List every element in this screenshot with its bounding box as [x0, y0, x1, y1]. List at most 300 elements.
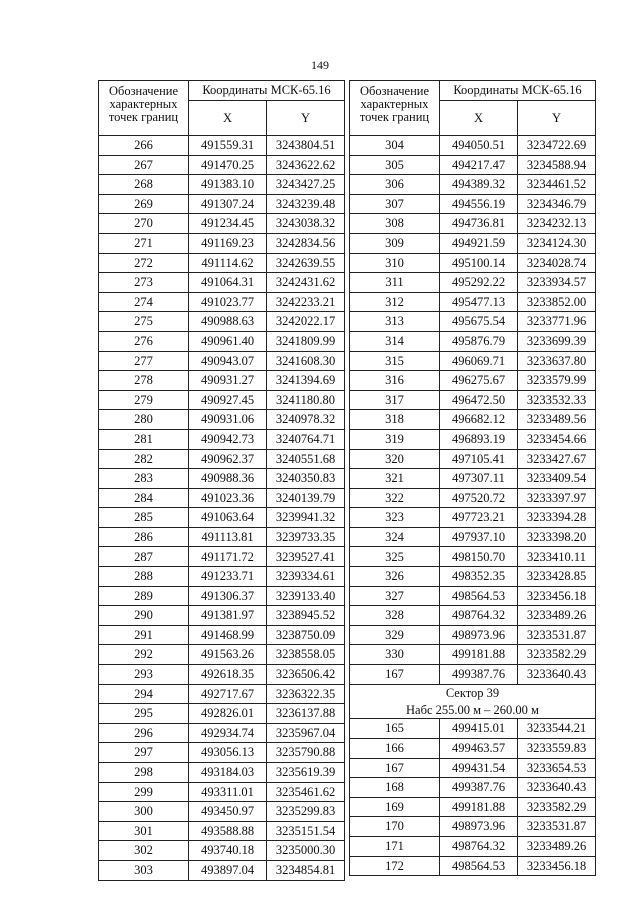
- y-coordinate-cell: 3233640.43: [518, 778, 596, 798]
- point-id-cell: 311: [350, 273, 440, 293]
- x-coordinate-cell: 491563.26: [189, 645, 267, 665]
- table-row: [350, 233, 596, 253]
- point-id-cell: 296: [99, 723, 189, 743]
- table-row: [350, 194, 596, 214]
- point-id-cell: 301: [99, 821, 189, 841]
- table-row: [99, 586, 345, 606]
- y-coordinate-cell: 3242233.21: [267, 292, 345, 312]
- table-row: [350, 586, 596, 606]
- point-id-cell: 166: [350, 738, 440, 758]
- table-row: [99, 763, 345, 783]
- table-row: [99, 175, 345, 195]
- table-row: [99, 841, 345, 861]
- x-coordinate-cell: 498564.53: [440, 586, 518, 606]
- y-coordinate-cell: 3233582.29: [518, 645, 596, 665]
- x-coordinate-cell: 494736.81: [440, 214, 518, 234]
- y-coordinate-cell: 3233397.97: [518, 488, 596, 508]
- y-coordinate-cell: 3242022.17: [267, 312, 345, 332]
- point-id-cell: 300: [99, 802, 189, 822]
- x-coordinate-cell: 491171.72: [189, 547, 267, 567]
- y-coordinate-cell: 3238945.52: [267, 606, 345, 626]
- x-coordinate-cell: 491169.23: [189, 233, 267, 253]
- table-row: [350, 665, 596, 685]
- x-coordinate-cell: 490942.73: [189, 429, 267, 449]
- x-coordinate-cell: 497105.41: [440, 449, 518, 469]
- point-id-cell: 329: [350, 625, 440, 645]
- sector-height-range: Набс 255.00 м – 260.00 м: [406, 702, 539, 717]
- point-id-cell: 272: [99, 253, 189, 273]
- point-id-cell: 274: [99, 292, 189, 312]
- x-coordinate-cell: 493450.97: [189, 802, 267, 822]
- table-row: [350, 567, 596, 587]
- table-row: [99, 782, 345, 802]
- sector-title: Сектор 39: [445, 685, 500, 700]
- x-coordinate-cell: 499181.88: [440, 645, 518, 665]
- x-coordinate-cell: 491559.31: [189, 136, 267, 156]
- point-id-cell: 171: [350, 836, 440, 856]
- y-coordinate-cell: 3233852.00: [518, 292, 596, 312]
- point-id-cell: 169: [350, 797, 440, 817]
- table-row: [350, 331, 596, 351]
- point-id-cell: 270: [99, 214, 189, 234]
- y-coordinate-cell: 3233934.57: [518, 273, 596, 293]
- point-id-cell: 320: [350, 449, 440, 469]
- table-row: [350, 738, 596, 758]
- y-coordinate-cell: 3233427.67: [518, 449, 596, 469]
- x-coordinate-cell: 491023.77: [189, 292, 267, 312]
- point-id-cell: 325: [350, 547, 440, 567]
- y-coordinate-cell: 3238558.05: [267, 645, 345, 665]
- table-row: [350, 273, 596, 293]
- point-id-cell: 294: [99, 684, 189, 704]
- x-coordinate-cell: 498352.35: [440, 567, 518, 587]
- x-coordinate-cell: 490931.06: [189, 410, 267, 430]
- y-coordinate-cell: 3233410.11: [518, 547, 596, 567]
- coordinates-table-left: [98, 80, 345, 881]
- x-coordinate-cell: 491381.97: [189, 606, 267, 626]
- y-coordinate-cell: 3239733.35: [267, 527, 345, 547]
- point-id-cell: 312: [350, 292, 440, 312]
- x-coordinate-cell: 497520.72: [440, 488, 518, 508]
- x-coordinate-cell: 492618.35: [189, 665, 267, 685]
- x-coordinate-cell: 491063.64: [189, 508, 267, 528]
- table-row: [99, 645, 345, 665]
- y-coordinate-cell: 3233640.43: [518, 665, 596, 685]
- page-number: 149: [311, 58, 329, 72]
- y-coordinate-cell: 3235967.04: [267, 723, 345, 743]
- x-coordinate-cell: 499431.54: [440, 758, 518, 778]
- table-row: [350, 429, 596, 449]
- table-row: [350, 719, 596, 739]
- table-row: [99, 821, 345, 841]
- y-coordinate-cell: 3243038.32: [267, 214, 345, 234]
- point-id-cell: 302: [99, 841, 189, 861]
- y-coordinate-cell: 3235790.88: [267, 743, 345, 763]
- table-row: [99, 704, 345, 724]
- x-coordinate-cell: 499463.57: [440, 738, 518, 758]
- table-row: [99, 253, 345, 273]
- table-row: [99, 606, 345, 626]
- x-coordinate-cell: 492826.01: [189, 704, 267, 724]
- point-id-cell: 313: [350, 312, 440, 332]
- point-id-cell: 291: [99, 625, 189, 645]
- table-row: [350, 856, 596, 876]
- point-id-cell: 292: [99, 645, 189, 665]
- y-coordinate-cell: 3240978.32: [267, 410, 345, 430]
- point-id-cell: 322: [350, 488, 440, 508]
- point-id-cell: 321: [350, 469, 440, 489]
- table-row: [99, 684, 345, 704]
- table-row: [99, 214, 345, 234]
- y-coordinate-cell: 3240139.79: [267, 488, 345, 508]
- point-id-cell: 298: [99, 763, 189, 783]
- coord-system-header: Координаты МСК-65.16: [189, 81, 345, 101]
- coord-system-header: Координаты МСК-65.16: [440, 81, 596, 101]
- point-id-cell: 167: [350, 758, 440, 778]
- point-id-cell: 283: [99, 469, 189, 489]
- table-row: [350, 625, 596, 645]
- table-row: [99, 743, 345, 763]
- point-id-cell: 271: [99, 233, 189, 253]
- table-row: [99, 547, 345, 567]
- table-row: [350, 136, 596, 156]
- table-row: [350, 508, 596, 528]
- designation-header: Обозначение характерных точек границ: [350, 81, 440, 136]
- y-coordinate-cell: 3241809.99: [267, 331, 345, 351]
- y-coordinate-cell: 3241394.69: [267, 371, 345, 391]
- table-row: [350, 371, 596, 391]
- table-row: [350, 797, 596, 817]
- right-table-body: [350, 136, 596, 685]
- point-id-cell: 266: [99, 136, 189, 156]
- x-coordinate-cell: 496275.67: [440, 371, 518, 391]
- y-coordinate-cell: 3234461.52: [518, 175, 596, 195]
- table-row: [99, 292, 345, 312]
- y-coordinate-cell: 3235151.54: [267, 821, 345, 841]
- y-coordinate-cell: 3233489.26: [518, 606, 596, 626]
- point-id-cell: 172: [350, 856, 440, 876]
- y-coordinate-cell: 3233428.85: [518, 567, 596, 587]
- point-id-cell: 315: [350, 351, 440, 371]
- point-id-cell: 293: [99, 665, 189, 685]
- y-coordinate-cell: 3243427.25: [267, 175, 345, 195]
- y-coordinate-cell: 3233489.26: [518, 836, 596, 856]
- point-id-cell: 280: [99, 410, 189, 430]
- x-coordinate-cell: 497307.11: [440, 469, 518, 489]
- x-coordinate-cell: 491113.81: [189, 527, 267, 547]
- x-coordinate-cell: 498564.53: [440, 856, 518, 876]
- y-coordinate-cell: 3234232.13: [518, 214, 596, 234]
- table-row: [99, 194, 345, 214]
- x-coordinate-cell: 498973.96: [440, 817, 518, 837]
- point-id-cell: 282: [99, 449, 189, 469]
- x-coordinate-cell: 490962.37: [189, 449, 267, 469]
- x-coordinate-cell: 491307.24: [189, 194, 267, 214]
- y-coordinate-cell: 3233559.83: [518, 738, 596, 758]
- y-coordinate-cell: 3236322.35: [267, 684, 345, 704]
- y-coordinate-cell: 3239334.61: [267, 567, 345, 587]
- point-id-cell: 314: [350, 331, 440, 351]
- y-coordinate-cell: 3238750.09: [267, 625, 345, 645]
- point-id-cell: 303: [99, 860, 189, 880]
- x-coordinate-cell: 498973.96: [440, 625, 518, 645]
- x-coordinate-cell: 495100.14: [440, 253, 518, 273]
- sector-table-body: [350, 719, 596, 876]
- point-id-cell: 299: [99, 782, 189, 802]
- y-coordinate-cell: 3240551.68: [267, 449, 345, 469]
- point-id-cell: 304: [350, 136, 440, 156]
- y-coordinate-cell: 3242431.62: [267, 273, 345, 293]
- x-coordinate-cell: 492717.67: [189, 684, 267, 704]
- point-id-cell: 288: [99, 567, 189, 587]
- x-coordinate-cell: 495675.54: [440, 312, 518, 332]
- table-row: [99, 312, 345, 332]
- table-row: [99, 723, 345, 743]
- table-row: [350, 155, 596, 175]
- y-coordinate-cell: 3233532.33: [518, 390, 596, 410]
- table-row: [350, 817, 596, 837]
- y-coordinate-cell: 3234854.81: [267, 860, 345, 880]
- table-row: [350, 645, 596, 665]
- y-coordinate-cell: 3235000.30: [267, 841, 345, 861]
- point-id-cell: 268: [99, 175, 189, 195]
- table-row: [350, 758, 596, 778]
- y-coordinate-cell: 3234028.74: [518, 253, 596, 273]
- table-row: [99, 136, 345, 156]
- point-id-cell: 285: [99, 508, 189, 528]
- x-coordinate-cell: 491023.36: [189, 488, 267, 508]
- x-coordinate-cell: 496682.12: [440, 410, 518, 430]
- x-coordinate-cell: 493056.13: [189, 743, 267, 763]
- point-id-cell: 290: [99, 606, 189, 626]
- x-coordinate-cell: 494921.59: [440, 233, 518, 253]
- y-coordinate-cell: 3233394.28: [518, 508, 596, 528]
- table-row: [99, 508, 345, 528]
- y-coordinate-cell: 3233582.29: [518, 797, 596, 817]
- y-coordinate-cell: 3243622.62: [267, 155, 345, 175]
- table-row: [350, 175, 596, 195]
- table-row: [99, 527, 345, 547]
- point-id-cell: 273: [99, 273, 189, 293]
- point-id-cell: 269: [99, 194, 189, 214]
- table-row: [99, 155, 345, 175]
- y-coordinate-cell: 3233531.87: [518, 817, 596, 837]
- table-row: [99, 860, 345, 880]
- table-row: [350, 253, 596, 273]
- point-id-cell: 267: [99, 155, 189, 175]
- y-coordinate-cell: 3242639.55: [267, 253, 345, 273]
- x-coordinate-cell: 491306.37: [189, 586, 267, 606]
- y-coordinate-cell: 3235299.83: [267, 802, 345, 822]
- x-coordinate-cell: 495477.13: [440, 292, 518, 312]
- point-id-cell: 165: [350, 719, 440, 739]
- point-id-cell: 276: [99, 331, 189, 351]
- sector-row: [350, 684, 596, 719]
- table-row: [350, 527, 596, 547]
- point-id-cell: 284: [99, 488, 189, 508]
- x-coordinate-cell: 490927.45: [189, 390, 267, 410]
- x-coordinate-cell: 496472.50: [440, 390, 518, 410]
- y-coordinate-cell: 3233771.96: [518, 312, 596, 332]
- x-coordinate-cell: 499415.01: [440, 719, 518, 739]
- y-coordinate-cell: 3236137.88: [267, 704, 345, 724]
- x-coordinate-cell: 490943.07: [189, 351, 267, 371]
- x-coordinate-cell: 496893.19: [440, 429, 518, 449]
- x-coordinate-cell: 493184.03: [189, 763, 267, 783]
- point-id-cell: 316: [350, 371, 440, 391]
- table-row: [99, 429, 345, 449]
- point-id-cell: 323: [350, 508, 440, 528]
- table-row: [99, 371, 345, 391]
- table-row: [99, 665, 345, 685]
- point-id-cell: 297: [99, 743, 189, 763]
- point-id-cell: 287: [99, 547, 189, 567]
- x-coordinate-cell: 493897.04: [189, 860, 267, 880]
- point-id-cell: 281: [99, 429, 189, 449]
- x-coordinate-cell: 495292.22: [440, 273, 518, 293]
- table-row: [99, 625, 345, 645]
- point-id-cell: 317: [350, 390, 440, 410]
- x-coordinate-cell: 493311.01: [189, 782, 267, 802]
- x-coordinate-cell: 492934.74: [189, 723, 267, 743]
- x-coordinate-cell: 496069.71: [440, 351, 518, 371]
- point-id-cell: 324: [350, 527, 440, 547]
- x-coordinate-cell: 493588.88: [189, 821, 267, 841]
- table-row: [99, 273, 345, 293]
- left-table-body: [99, 136, 345, 881]
- y-coordinate-cell: 3241180.80: [267, 390, 345, 410]
- point-id-cell: 305: [350, 155, 440, 175]
- y-column-header: Y: [267, 101, 345, 136]
- x-coordinate-cell: 494050.51: [440, 136, 518, 156]
- point-id-cell: 170: [350, 817, 440, 837]
- x-coordinate-cell: 495876.79: [440, 331, 518, 351]
- x-coordinate-cell: 490988.63: [189, 312, 267, 332]
- x-coordinate-cell: 491468.99: [189, 625, 267, 645]
- table-row: [350, 469, 596, 489]
- table-row: [350, 312, 596, 332]
- table-row: [350, 547, 596, 567]
- x-coordinate-cell: 491114.62: [189, 253, 267, 273]
- point-id-cell: 279: [99, 390, 189, 410]
- table-row: [350, 351, 596, 371]
- x-coordinate-cell: 491234.45: [189, 214, 267, 234]
- y-coordinate-cell: 3233531.87: [518, 625, 596, 645]
- point-id-cell: 310: [350, 253, 440, 273]
- y-coordinate-cell: 3234346.79: [518, 194, 596, 214]
- x-coordinate-cell: 491233.71: [189, 567, 267, 587]
- point-id-cell: 286: [99, 527, 189, 547]
- table-row: [350, 488, 596, 508]
- y-coordinate-cell: 3233654.53: [518, 758, 596, 778]
- y-coordinate-cell: 3239527.41: [267, 547, 345, 567]
- sector-header: [350, 684, 596, 719]
- x-column-header: X: [189, 101, 267, 136]
- table-row: [99, 802, 345, 822]
- point-id-cell: 277: [99, 351, 189, 371]
- x-coordinate-cell: 494556.19: [440, 194, 518, 214]
- x-coordinate-cell: 499181.88: [440, 797, 518, 817]
- y-coordinate-cell: 3241608.30: [267, 351, 345, 371]
- y-coordinate-cell: 3243804.51: [267, 136, 345, 156]
- point-id-cell: 326: [350, 567, 440, 587]
- point-id-cell: 168: [350, 778, 440, 798]
- x-coordinate-cell: 499387.76: [440, 778, 518, 798]
- y-coordinate-cell: 3239941.32: [267, 508, 345, 528]
- table-row: [99, 410, 345, 430]
- y-coordinate-cell: 3234124.30: [518, 233, 596, 253]
- designation-header: Обозначение характерных точек границ: [99, 81, 189, 136]
- y-coordinate-cell: 3233398.20: [518, 527, 596, 547]
- table-row: [99, 331, 345, 351]
- y-coordinate-cell: 3242834.56: [267, 233, 345, 253]
- point-id-cell: 295: [99, 704, 189, 724]
- point-id-cell: 328: [350, 606, 440, 626]
- table-row: [99, 351, 345, 371]
- x-coordinate-cell: 497937.10: [440, 527, 518, 547]
- table-row: [350, 410, 596, 430]
- table-row: [350, 836, 596, 856]
- table-row: [99, 469, 345, 489]
- table-row: [99, 449, 345, 469]
- y-coordinate-cell: 3233456.18: [518, 856, 596, 876]
- coordinates-table-right: [349, 80, 596, 876]
- y-column-header: Y: [518, 101, 596, 136]
- y-coordinate-cell: 3233699.39: [518, 331, 596, 351]
- y-coordinate-cell: 3233637.80: [518, 351, 596, 371]
- point-id-cell: 319: [350, 429, 440, 449]
- point-id-cell: 275: [99, 312, 189, 332]
- table-row: [350, 449, 596, 469]
- table-row: [350, 390, 596, 410]
- y-coordinate-cell: 3234588.94: [518, 155, 596, 175]
- y-coordinate-cell: 3233409.54: [518, 469, 596, 489]
- table-row: [99, 390, 345, 410]
- point-id-cell: 167: [350, 665, 440, 685]
- table-row: [99, 233, 345, 253]
- y-coordinate-cell: 3233456.18: [518, 586, 596, 606]
- x-coordinate-cell: 498764.32: [440, 836, 518, 856]
- point-id-cell: 278: [99, 371, 189, 391]
- y-coordinate-cell: 3234722.69: [518, 136, 596, 156]
- point-id-cell: 308: [350, 214, 440, 234]
- y-coordinate-cell: 3235619.39: [267, 763, 345, 783]
- y-coordinate-cell: 3240764.71: [267, 429, 345, 449]
- point-id-cell: 318: [350, 410, 440, 430]
- x-coordinate-cell: 494389.32: [440, 175, 518, 195]
- point-id-cell: 289: [99, 586, 189, 606]
- point-id-cell: 306: [350, 175, 440, 195]
- y-coordinate-cell: 3233489.56: [518, 410, 596, 430]
- x-coordinate-cell: 491383.10: [189, 175, 267, 195]
- point-id-cell: 309: [350, 233, 440, 253]
- point-id-cell: 327: [350, 586, 440, 606]
- x-coordinate-cell: 491470.25: [189, 155, 267, 175]
- table-row: [350, 292, 596, 312]
- y-coordinate-cell: 3233544.21: [518, 719, 596, 739]
- y-coordinate-cell: 3243239.48: [267, 194, 345, 214]
- y-coordinate-cell: 3236506.42: [267, 665, 345, 685]
- x-coordinate-cell: 490961.40: [189, 331, 267, 351]
- y-coordinate-cell: 3233454.66: [518, 429, 596, 449]
- x-column-header: X: [440, 101, 518, 136]
- x-coordinate-cell: 494217.47: [440, 155, 518, 175]
- table-row: [350, 778, 596, 798]
- table-row: [350, 214, 596, 234]
- table-row: [99, 567, 345, 587]
- table-row: [350, 606, 596, 626]
- table-row: [99, 488, 345, 508]
